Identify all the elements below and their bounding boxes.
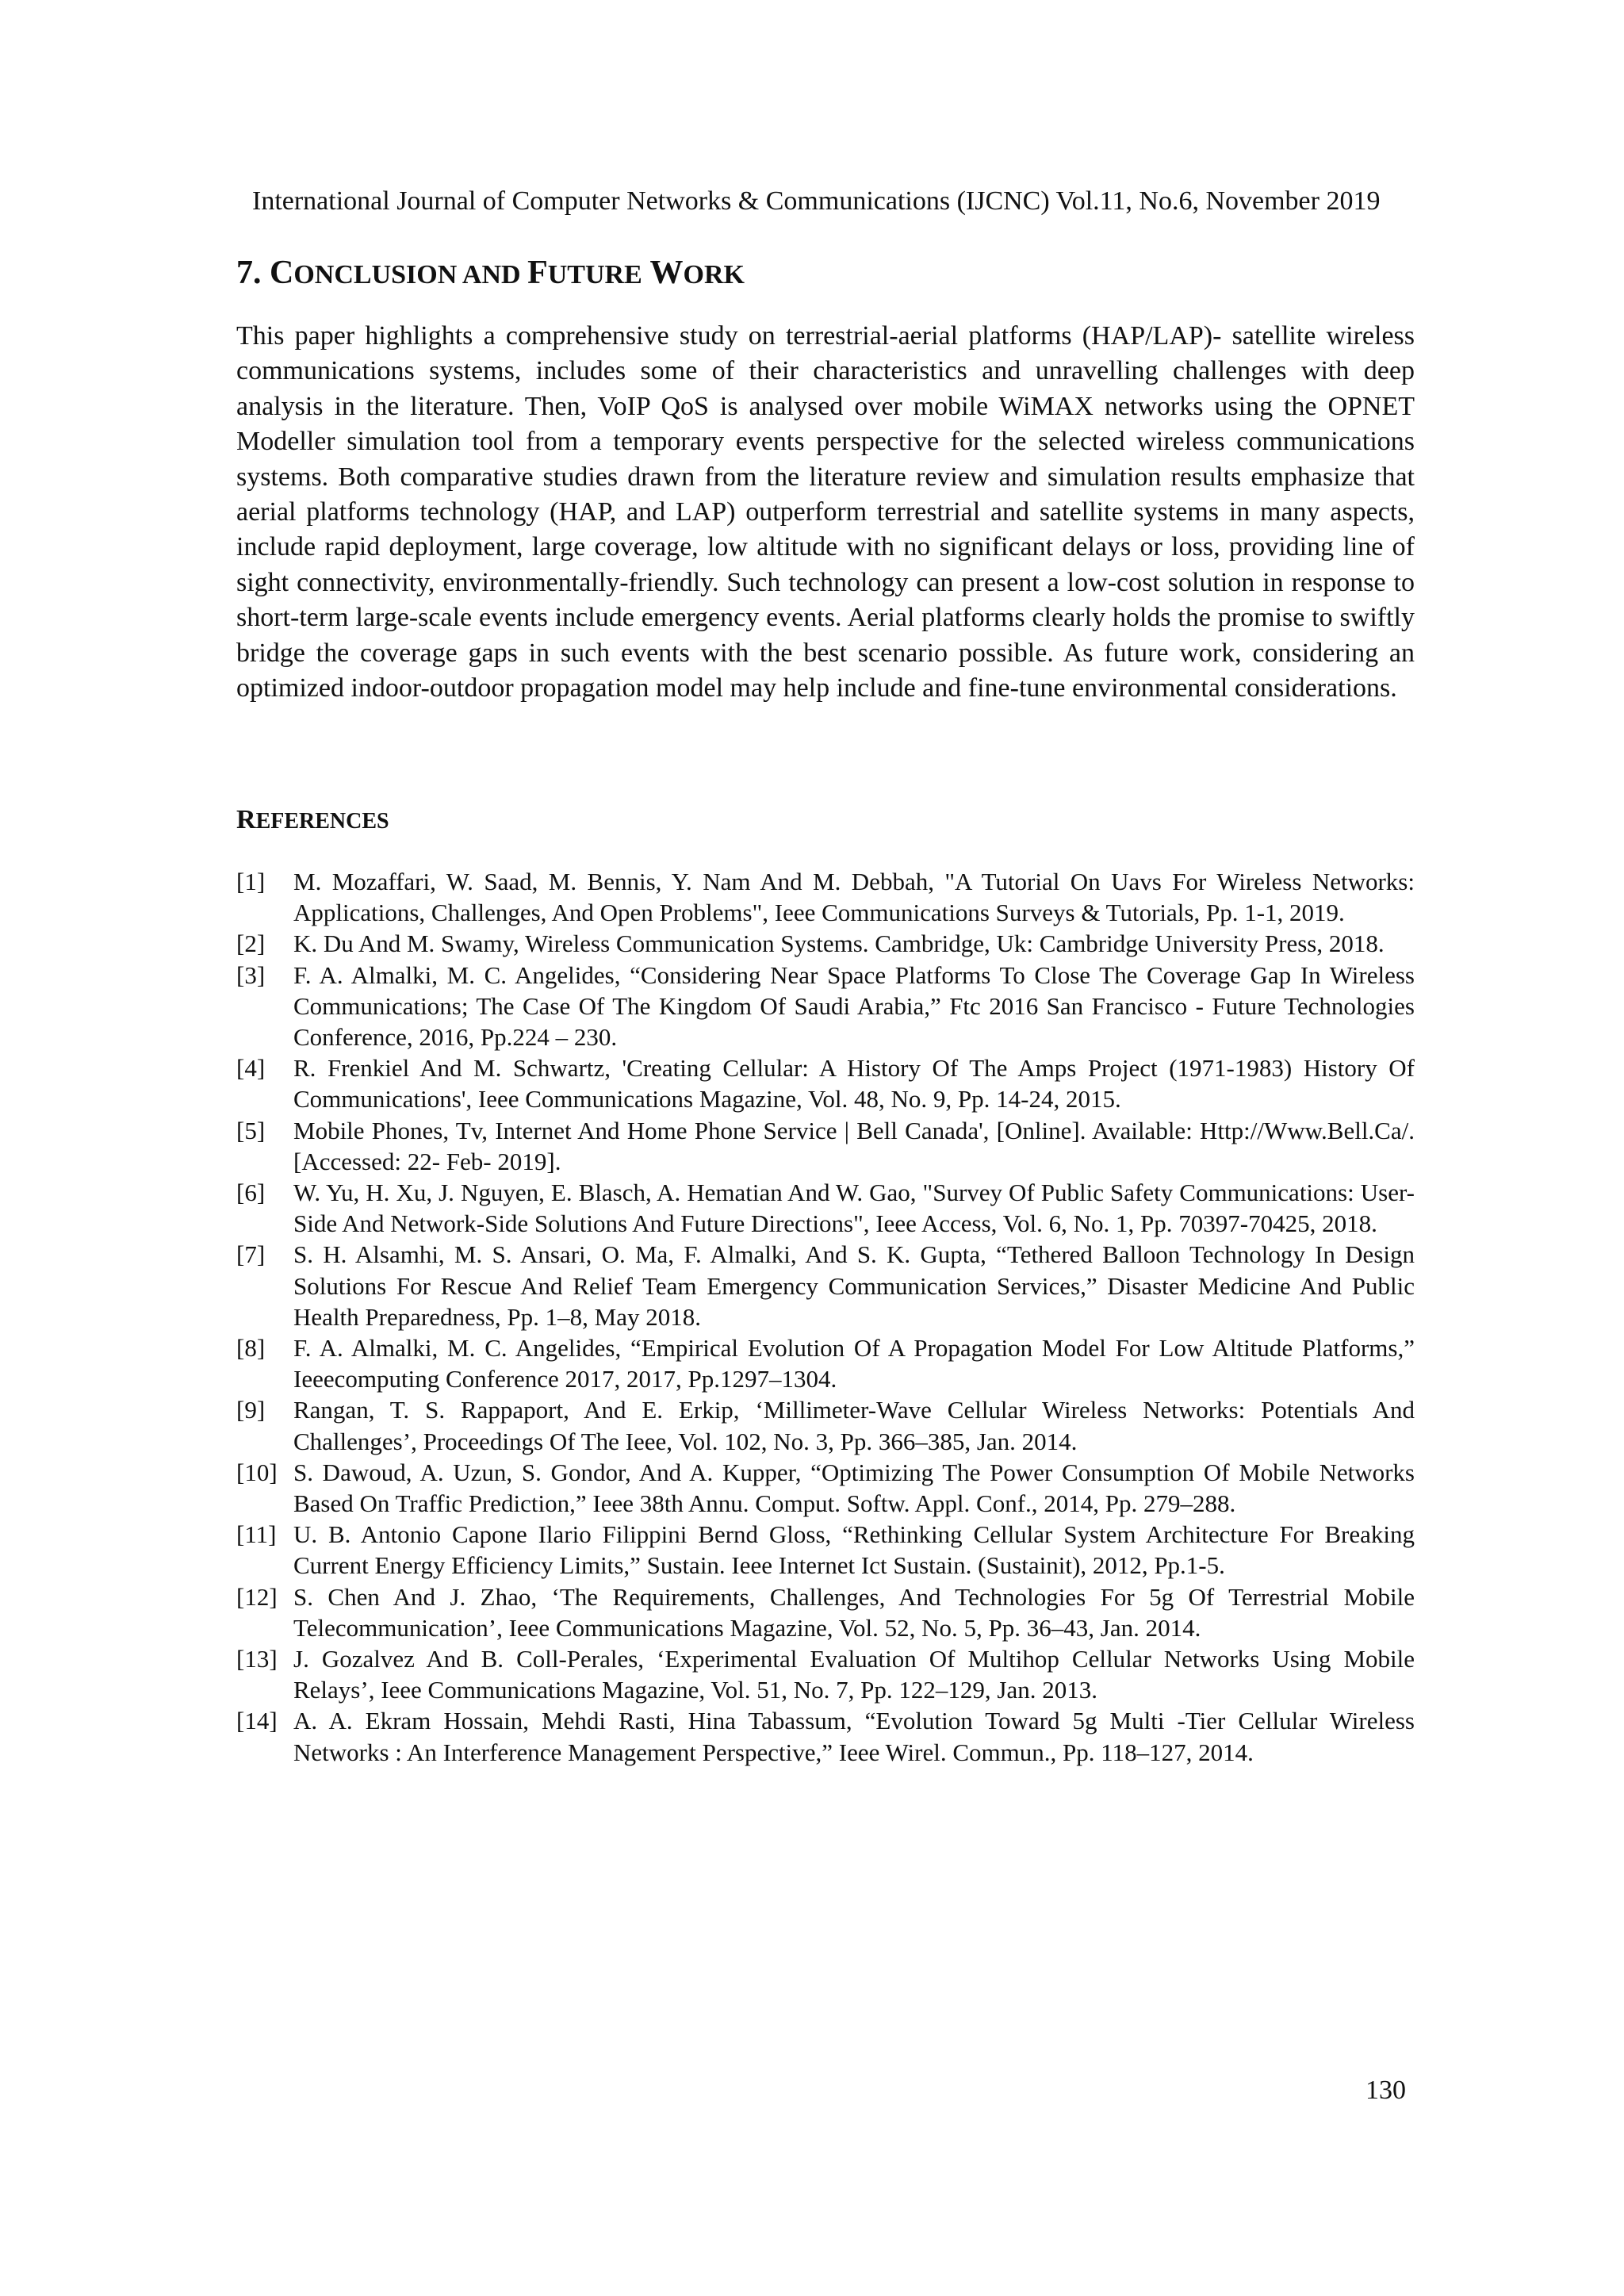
heading-initial-c: C: [270, 255, 294, 291]
reference-item: [236, 960, 1415, 1053]
heading-initial-f: F: [527, 255, 548, 291]
references-heading-initial: R: [236, 805, 256, 834]
reference-item: [236, 1457, 1415, 1519]
reference-text: A. A. Ekram Hossain, Mehdi Rasti, Hina Tabassum, “Evolution Toward 5g Multi -Tier Cellular Wireless Networks : An Interference Management Perspective,” Ieee Wirel. Commun., Pp. 118–127, 2014.: [293, 1707, 1415, 1766]
reference-item: [236, 1052, 1415, 1114]
reference-item: [236, 1519, 1415, 1581]
reference-item: [236, 1643, 1415, 1705]
reference-item: [236, 1115, 1415, 1177]
reference-text: W. Yu, H. Xu, J. Nguyen, E. Blasch, A. Hematian And W. Gao, "Survey Of Public Safety Communications: User-Side And Network-Side Solutions And Future Directions", Ieee Access, Vol. 6, No. 1, Pp. 70397-70425, 2018.: [293, 1179, 1415, 1238]
reference-item: [236, 1332, 1415, 1394]
heading-initial-w: W: [649, 255, 684, 291]
page-number: 130: [1365, 2076, 1406, 2105]
reference-number: [1]: [236, 868, 266, 895]
reference-number: [5]: [236, 1116, 266, 1144]
reference-number: [2]: [236, 930, 266, 958]
running-header: International Journal of Computer Networks & Communications (IJCNC) Vol.11, No.6, November 2019: [252, 186, 1381, 216]
heading-smallcaps-onclusion: ONCLUSION: [293, 260, 458, 289]
reference-number: [10]: [236, 1458, 278, 1486]
reference-number: [14]: [236, 1707, 278, 1735]
reference-number: [13]: [236, 1645, 278, 1673]
reference-text: Mobile Phones, Tv, Internet And Home Phone Service | Bell Canada', [Online]. Available: Http://Www.Bell.Ca/. [Accessed: 22- Feb- 2019].: [293, 1116, 1415, 1175]
reference-item: [236, 928, 1415, 959]
references-heading-smallcaps: EFERENCES: [255, 809, 389, 834]
reference-number: [8]: [236, 1334, 266, 1363]
section-heading: [236, 252, 745, 296]
reference-text: R. Frenkiel And M. Schwartz, 'Creating Cellular: A History Of The Amps Project (1971-1983) History Of Communications', Ieee Communications Magazine, Vol. 48, No. 9, Pp. 14-24, 2015.: [293, 1054, 1415, 1114]
reference-number: [12]: [236, 1582, 278, 1611]
reference-text: S. H. Alsamhi, M. S. Ansari, O. Ma, F. Almalki, And S. K. Gupta, “Tethered Balloon Technology In Design Solutions For Rescue And Relief Team Emergency Communication Services,” Disaster Medicine And Public Health Preparedness, Pp. 1–8, May 2018.: [293, 1240, 1415, 1331]
reference-number: [7]: [236, 1240, 266, 1269]
reference-item: [236, 866, 1415, 928]
reference-text: S. Dawoud, A. Uzun, S. Gondor, And A. Kupper, “Optimizing The Power Consumption Of Mobile Networks Based On Traffic Prediction,” Ieee 38th Annu. Comput. Softw. Appl. Conf., 2014, Pp. 279–288.: [293, 1458, 1415, 1518]
reference-text: M. Mozaffari, W. Saad, M. Bennis, Y. Nam And M. Debbah, "A Tutorial On Uavs For Wireless Networks: Applications, Challenges, And Open Problems", Ieee Communications Surveys & Tutorials, Pp. 1-1, 2019.: [293, 868, 1415, 927]
heading-space: [642, 255, 650, 291]
references-heading: [236, 803, 389, 839]
reference-text: U. B. Antonio Capone Ilario Filippini Bernd Gloss, “Rethinking Cellular System Architecture For Breaking Current Energy Efficiency Limits,” Sustain. Ieee Internet Ict Sustain. (Sustainit), 2012, Pp.1-5.: [293, 1520, 1415, 1580]
reference-text: K. Du And M. Swamy, Wireless Communication Systems. Cambridge, Uk: Cambridge University Press, 2018.: [293, 930, 1385, 958]
reference-number: [4]: [236, 1054, 266, 1083]
reference-text: F. A. Almalki, M. C. Angelides, “Considering Near Space Platforms To Close The Coverage Gap In Wireless Communications; The Case Of The Kingdom Of Saudi Arabia,” Ftc 2016 San Francisco - Future Technologies Conference, 2016, Pp.224 – 230.: [293, 960, 1415, 1052]
conclusion-paragraph: This paper highlights a comprehensive study on terrestrial-aerial platforms (HAP/LAP)- satellite wireless communications systems, includes some of their characteristics and unravelling challenges with deep analysis in the literature. Then, VoIP QoS is analysed over mobile WiMAX networks using the OPNET Modeller simulation tool from a temporary events perspective for the selected wireless communications systems. Both comparative studies drawn from the literature review and simulation results emphasize that aerial platforms technology (HAP, and LAP) outperform terrestrial and satellite systems in many aspects, include rapid deployment, large coverage, low altitude with no significant delays or loss, providing line of sight connectivity, environmentally-friendly. Such technology can present a low-cost solution in response to short-term large-scale events include emergency events. Aerial platforms clearly holds the promise to swiftly bridge the coverage gaps in such events with the best scenario possible. As future work, considering an optimized indoor-outdoor propagation model may help include and fine-tune environmental considerations.: [236, 321, 1415, 703]
reference-list: [236, 866, 1415, 1768]
reference-text: S. Chen And J. Zhao, ‘The Requirements, Challenges, And Technologies For 5g Of Terrestrial Mobile Telecommunication’, Ieee Communications Magazine, Vol. 52, No. 5, Pp. 36–43, Jan. 2014.: [293, 1582, 1415, 1642]
heading-smallcaps-and: AND: [457, 260, 528, 289]
reference-number: [9]: [236, 1396, 266, 1424]
reference-text: F. A. Almalki, M. C. Angelides, “Empirical Evolution Of A Propagation Model For Low Altitude Platforms,” Ieeecomputing Conference 2017, 2017, Pp.1297–1304.: [293, 1334, 1415, 1393]
reference-item: [236, 1394, 1415, 1456]
reference-item: [236, 1177, 1415, 1239]
reference-number: [3]: [236, 960, 266, 989]
reference-text: J. Gozalvez And B. Coll-Perales, ‘Experimental Evaluation Of Multihop Cellular Networks Using Mobile Relays’, Ieee Communications Magazine, Vol. 51, No. 7, Pp. 122–129, Jan. 2013.: [293, 1645, 1415, 1704]
reference-number: [11]: [236, 1520, 277, 1549]
reference-item: [236, 1705, 1415, 1767]
reference-item: [236, 1581, 1415, 1643]
heading-smallcaps-ork: ORK: [683, 260, 745, 289]
reference-text: Rangan, T. S. Rappaport, And E. Erkip, ‘Millimeter-Wave Cellular Wireless Networks: Potentials And Challenges’, Proceedings Of The Ieee, Vol. 102, No. 3, Pp. 366–385, Jan. 2014.: [293, 1396, 1415, 1455]
reference-number: [6]: [236, 1179, 266, 1207]
heading-smallcaps-uture: UTURE: [547, 260, 642, 289]
reference-item: [236, 1239, 1415, 1332]
section-number: 7.: [236, 255, 270, 291]
